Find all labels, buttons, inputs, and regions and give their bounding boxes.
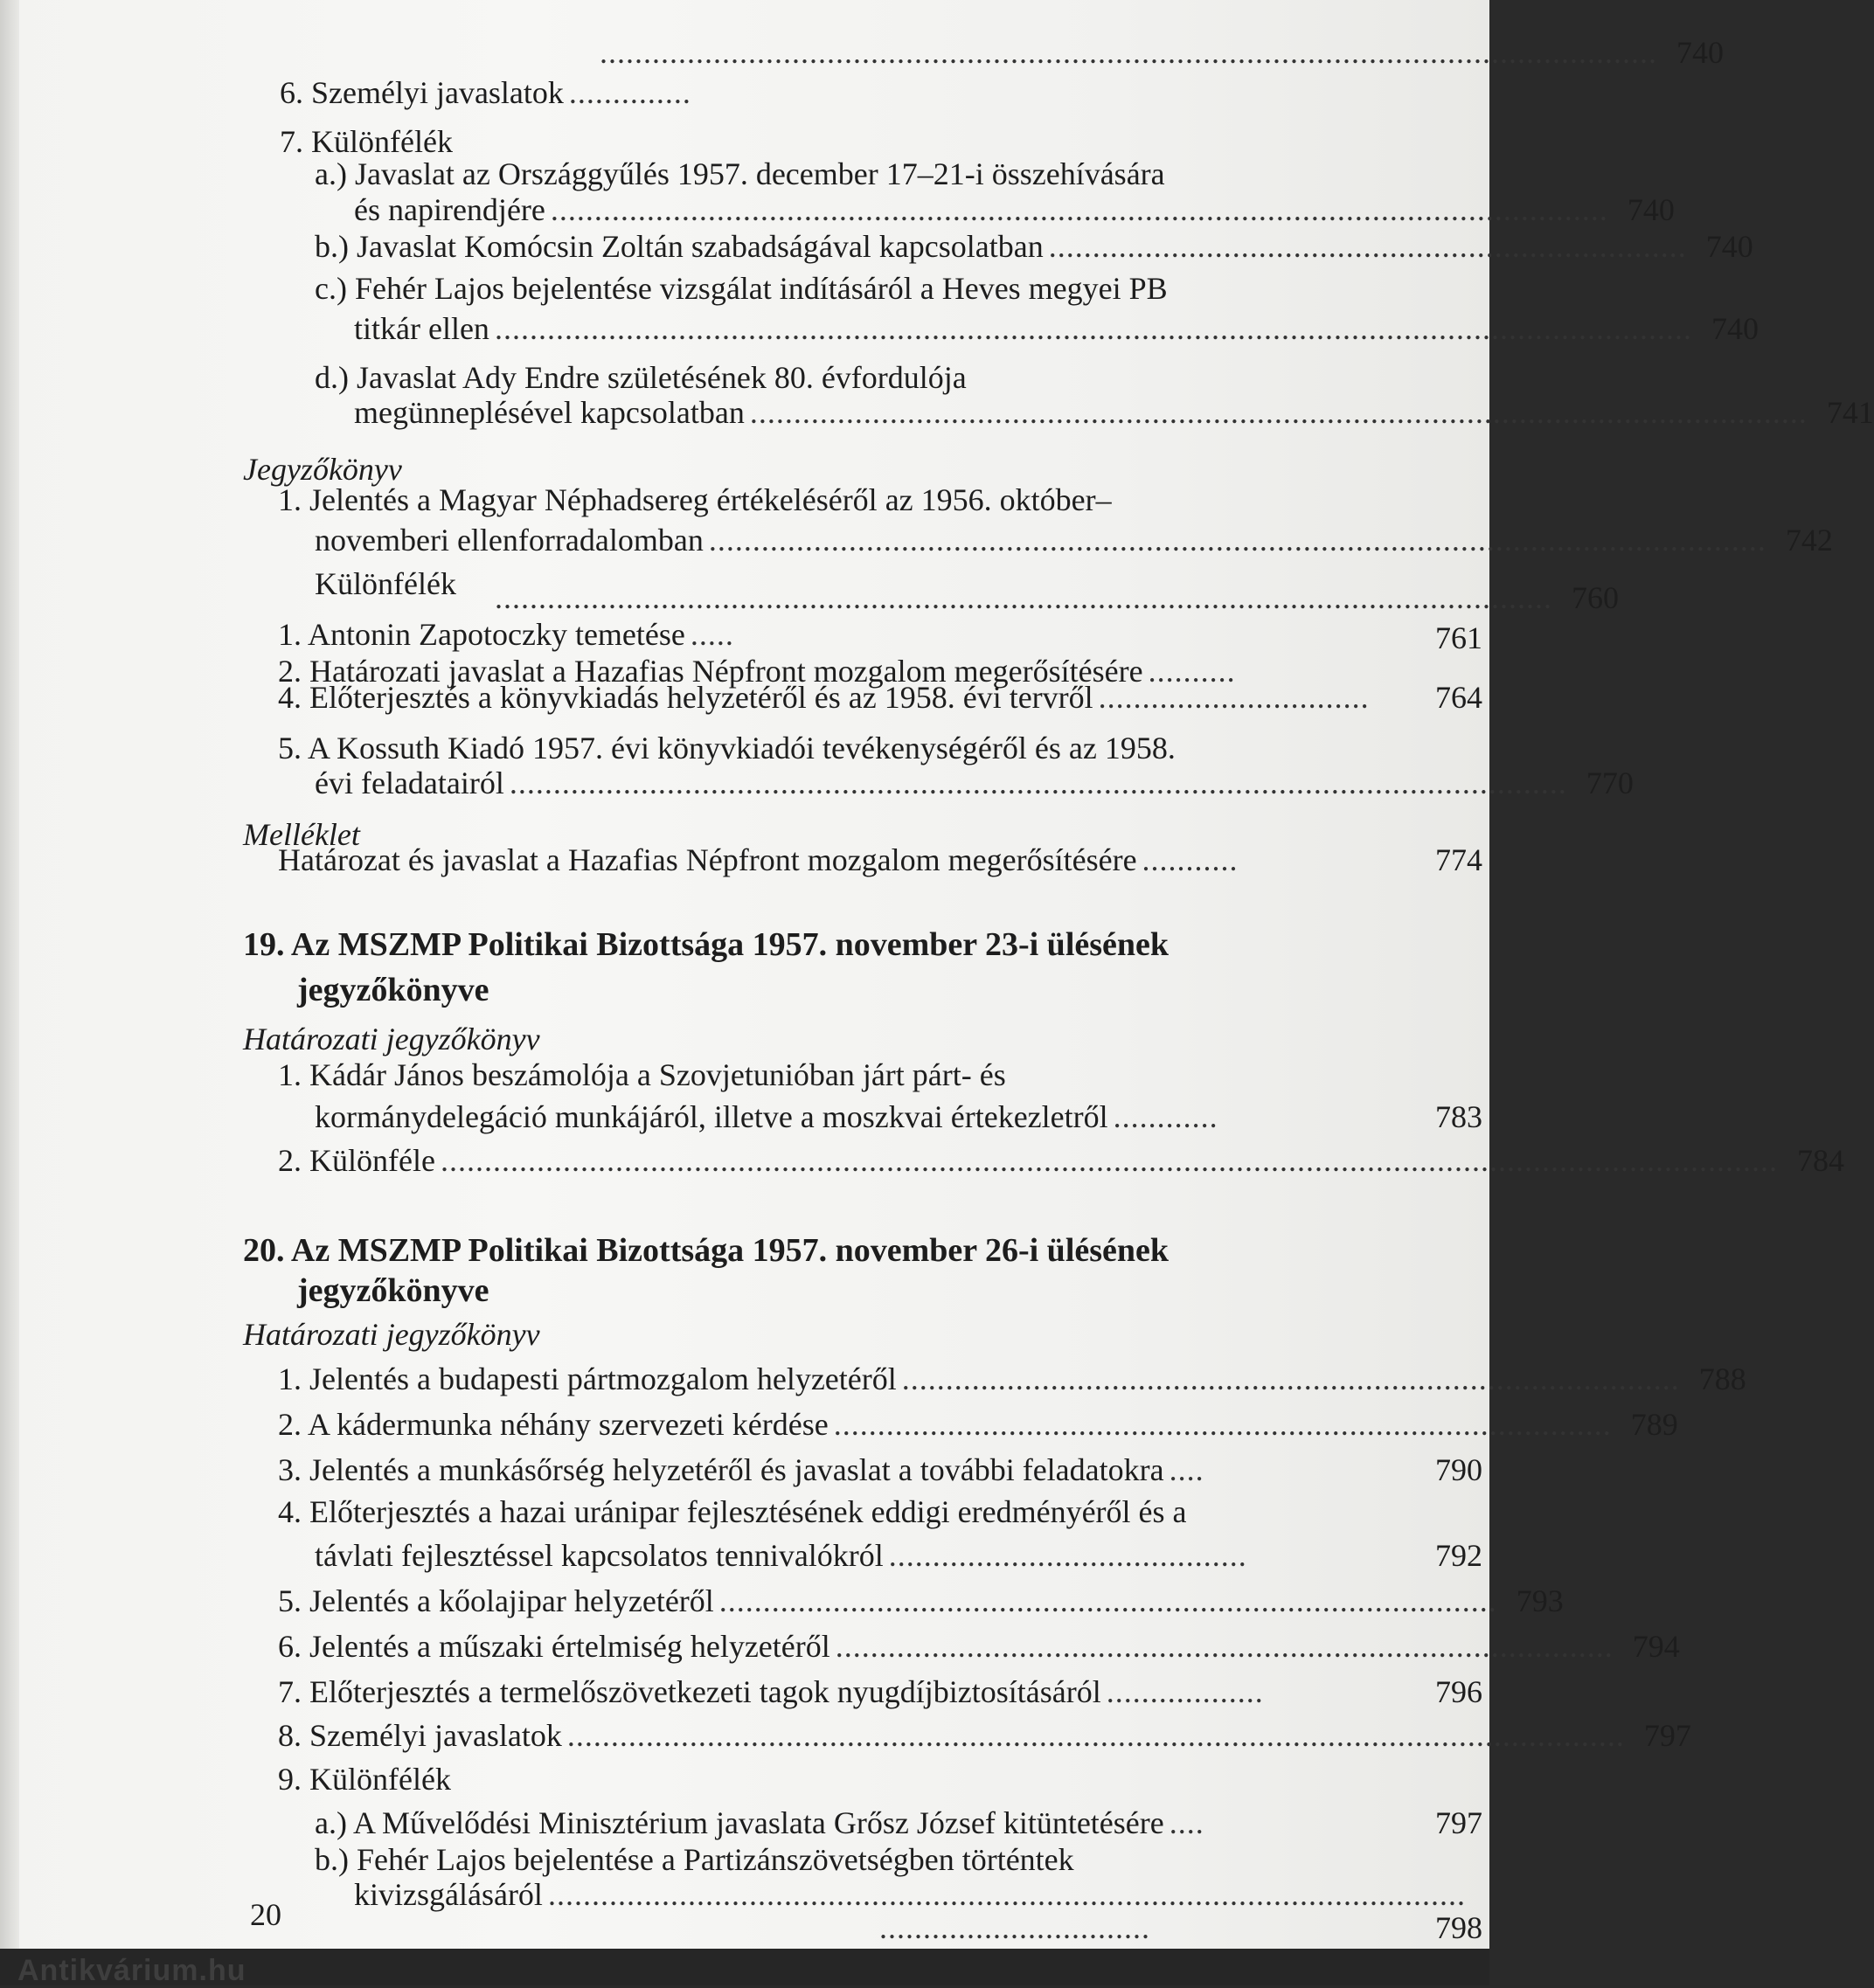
leader-dots: ......................................................................................................................... — [749, 395, 1808, 430]
section-heading-cont: jegyzőkönyve — [297, 972, 489, 1008]
page-ref: 740 — [1711, 311, 1759, 346]
page-ref: 789 — [1630, 1407, 1678, 1442]
entry-text: 8. Személyi javaslatok — [278, 1718, 562, 1753]
leader-dots: .................. — [1106, 1674, 1264, 1709]
leader-dots: ......................................................................................................... — [547, 1877, 1466, 1912]
leader-dots: .......... — [1148, 654, 1236, 689]
page-ref: 783 — [1435, 1099, 1482, 1134]
leader-dots: ......................................... — [888, 1538, 1247, 1573]
page-ref: 764 — [1435, 680, 1482, 715]
page-ref: 740 — [1705, 229, 1753, 264]
entry-text: d.) Javaslat Ady Endre születésének 80. évfordulója — [315, 360, 967, 395]
toc-entry — [0, 839, 1489, 881]
entry-text: távlati fejlesztéssel kapcsolatos tennivalókról — [315, 1538, 884, 1573]
leader-dots: ......................................................................................................................... — [550, 192, 1608, 227]
page-ref: 796 — [1435, 1674, 1482, 1709]
entry-text: 4. Előterjesztés a hazai uránipar fejlesztésének eddigi eredményéről és a — [278, 1494, 1187, 1529]
page-ref: 788 — [1698, 1361, 1746, 1396]
leader-dots: ............ — [1113, 1099, 1218, 1134]
entry-text: 4. Előterjesztés a könyvkiadás helyzetéről és az 1958. évi tervről — [278, 680, 1093, 715]
page-ref: 798 — [1435, 1910, 1482, 1945]
leader-dots: ......................................................................................................................... — [708, 523, 1766, 558]
leader-dots: ......................................................................................................................... — [509, 765, 1567, 800]
entry-text: 1. Antonin Zapotoczky temetése — [278, 617, 685, 652]
toc-entry — [0, 1907, 1489, 1949]
entry-text: a.) A Művelődési Minisztérium javaslata Grősz József kitüntetésére — [315, 1805, 1164, 1840]
toc-entry — [0, 1580, 1564, 1622]
entry-text: 7. Előterjesztés a termelőszövetkezeti tagok nyugdíjbiztosításáról — [278, 1674, 1101, 1709]
leader-dots: ............................... — [879, 1910, 1150, 1945]
entry-text: 7. Különfélék — [280, 124, 453, 159]
entry-text: megünneplésével kapcsolatban — [354, 395, 745, 430]
entry-text: titkár ellen — [354, 311, 489, 346]
leader-dots: .............. — [568, 75, 691, 110]
entry-text: 1. Kádár János beszámolója a Szovjetunióban járt párt- és — [278, 1057, 1006, 1092]
page-ref: 742 — [1785, 523, 1833, 558]
page-ref: 792 — [1435, 1538, 1482, 1573]
page-ref: 770 — [1586, 765, 1634, 800]
entry-text: 5. A Kossuth Kiadó 1957. évi könyvkiadói tevékenységéről és az 1958. — [278, 731, 1176, 765]
page-number: 20 — [250, 1897, 281, 1932]
toc-entry — [0, 72, 1489, 114]
page-ref: 790 — [1435, 1452, 1482, 1487]
leader-dots: ......................................................................................... — [835, 1629, 1614, 1664]
watermark: Antikvárium.hu — [17, 1954, 246, 1987]
section-heading-cont: jegyzőkönyve — [297, 1272, 489, 1309]
toc-entry — [0, 762, 1634, 804]
entry-text: 1. Jelentés a budapesti pártmozgalom helyzetéről — [278, 1361, 897, 1396]
entry-text: kivizsgálásáról — [354, 1877, 543, 1912]
leader-dots: .... — [1169, 1805, 1204, 1840]
entry-text: 2. Különféle — [278, 1143, 435, 1178]
toc-entry — [0, 1358, 1746, 1400]
leader-dots: .... — [1169, 1452, 1204, 1487]
leader-dots: ......................................................................................................................................................... — [440, 1143, 1778, 1178]
section-label: Határozati jegyzőkönyv — [243, 1022, 540, 1056]
entry-text: 2. A kádermunka néhány szervezeti kérdése — [278, 1407, 829, 1442]
page-ref: 784 — [1796, 1143, 1844, 1178]
leader-dots: ............................... — [1098, 680, 1370, 715]
toc-entry — [0, 1534, 1489, 1576]
toc-entry — [0, 391, 1874, 433]
entry-text: 1. Jelentés a Magyar Néphadsereg értékeléséről az 1956. október– — [278, 482, 1112, 517]
entry-text: 6. Személyi javaslatok — [280, 75, 564, 110]
toc-entry — [0, 1625, 1680, 1667]
entry-text: 3. Jelentés a munkásőrség helyzetéről és javaslat a további feladatokra — [278, 1452, 1164, 1487]
entry-text: Különfélék — [315, 566, 456, 601]
toc-entry — [0, 577, 1619, 619]
toc-entry — [0, 1403, 1678, 1445]
toc-entry — [0, 225, 1753, 267]
entry-text: kormánydelegáció munkájáról, illetve a moszkvai értekezletről — [315, 1099, 1108, 1134]
leader-dots: ......................................................................................... — [901, 1361, 1680, 1396]
section-heading: 19. Az MSZMP Politikai Bizottsága 1957. november 23-i ülésének — [243, 926, 1170, 963]
leader-dots: ......................................................................................................................... — [566, 1718, 1625, 1753]
entry-text: 9. Különfélék — [278, 1762, 451, 1797]
section-label: Határozati jegyzőkönyv — [243, 1317, 540, 1352]
page-ref: 797 — [1435, 1805, 1482, 1840]
entry-text: novemberi ellenforradalomban — [315, 523, 704, 558]
page-ref: 793 — [1516, 1583, 1564, 1618]
section-heading: 20. Az MSZMP Politikai Bizottsága 1957. november 26-i ülésének — [243, 1232, 1170, 1269]
toc-entry — [0, 676, 1489, 718]
toc-entry — [0, 308, 1759, 350]
leader-dots: ........... — [1142, 842, 1239, 877]
toc-entry — [0, 1139, 1844, 1181]
leader-dots: ......................................................................................... — [833, 1407, 1612, 1442]
page-ref: 740 — [1627, 192, 1675, 227]
section-label: Jegyzőkönyv — [243, 452, 402, 487]
entry-text: b.) Fehér Lajos bejelentése a Partizánszövetségben történtek — [315, 1842, 1074, 1877]
page-ref: 797 — [1643, 1718, 1691, 1753]
leader-dots: ......................................................................................................................................... — [494, 311, 1692, 346]
appendix-label: Melléklet — [243, 817, 360, 852]
entry-text: Határozat és javaslat a Hazafias Népfront mozgalom megerősítésére — [278, 842, 1137, 877]
toc-entry — [0, 189, 1675, 231]
toc-entry — [0, 1449, 1489, 1491]
page-ref: 740 — [1676, 35, 1724, 70]
entry-text: 2. Határozati javaslat a Hazafias Népfront mozgalom megerősítésére — [278, 654, 1143, 689]
toc-entry — [0, 31, 1724, 73]
entry-text: és napirendjére — [354, 192, 545, 227]
toc-entry — [0, 1096, 1489, 1138]
entry-text: 5. Jelentés a kőolajipar helyzetéről — [278, 1583, 714, 1618]
entry-text: a.) Javaslat az Országgyűlés 1957. december 17–21-i összehívására — [315, 156, 1165, 191]
page-ref: 761 — [1435, 620, 1482, 655]
toc-entry — [0, 1671, 1489, 1713]
entry-text: c.) Fehér Lajos bejelentése vizsgálat indításáról a Heves megyei PB — [315, 271, 1168, 306]
leader-dots: ..... — [690, 617, 734, 652]
page-ref: 760 — [1572, 580, 1619, 615]
page-ref: 774 — [1435, 842, 1482, 877]
entry-text: 6. Jelentés a műszaki értelmiség helyzetéről — [278, 1629, 830, 1664]
leader-dots: ......................................................................................................................... — [495, 580, 1552, 615]
entry-text: b.) Javaslat Komócsin Zoltán szabadságával kapcsolatban — [315, 229, 1044, 264]
toc-entry — [0, 1714, 1691, 1756]
entry-text: évi feladatairól — [315, 765, 504, 800]
page-ref: 741 — [1826, 395, 1874, 430]
page-ref: 794 — [1632, 1629, 1680, 1664]
toc-entry — [0, 1802, 1489, 1844]
leader-dots: ......................................................................................................................... — [600, 35, 1657, 70]
toc-entry — [0, 519, 1833, 561]
leader-dots: ......................................................................................... — [718, 1583, 1497, 1618]
leader-dots: ......................................................................... — [1048, 229, 1687, 264]
